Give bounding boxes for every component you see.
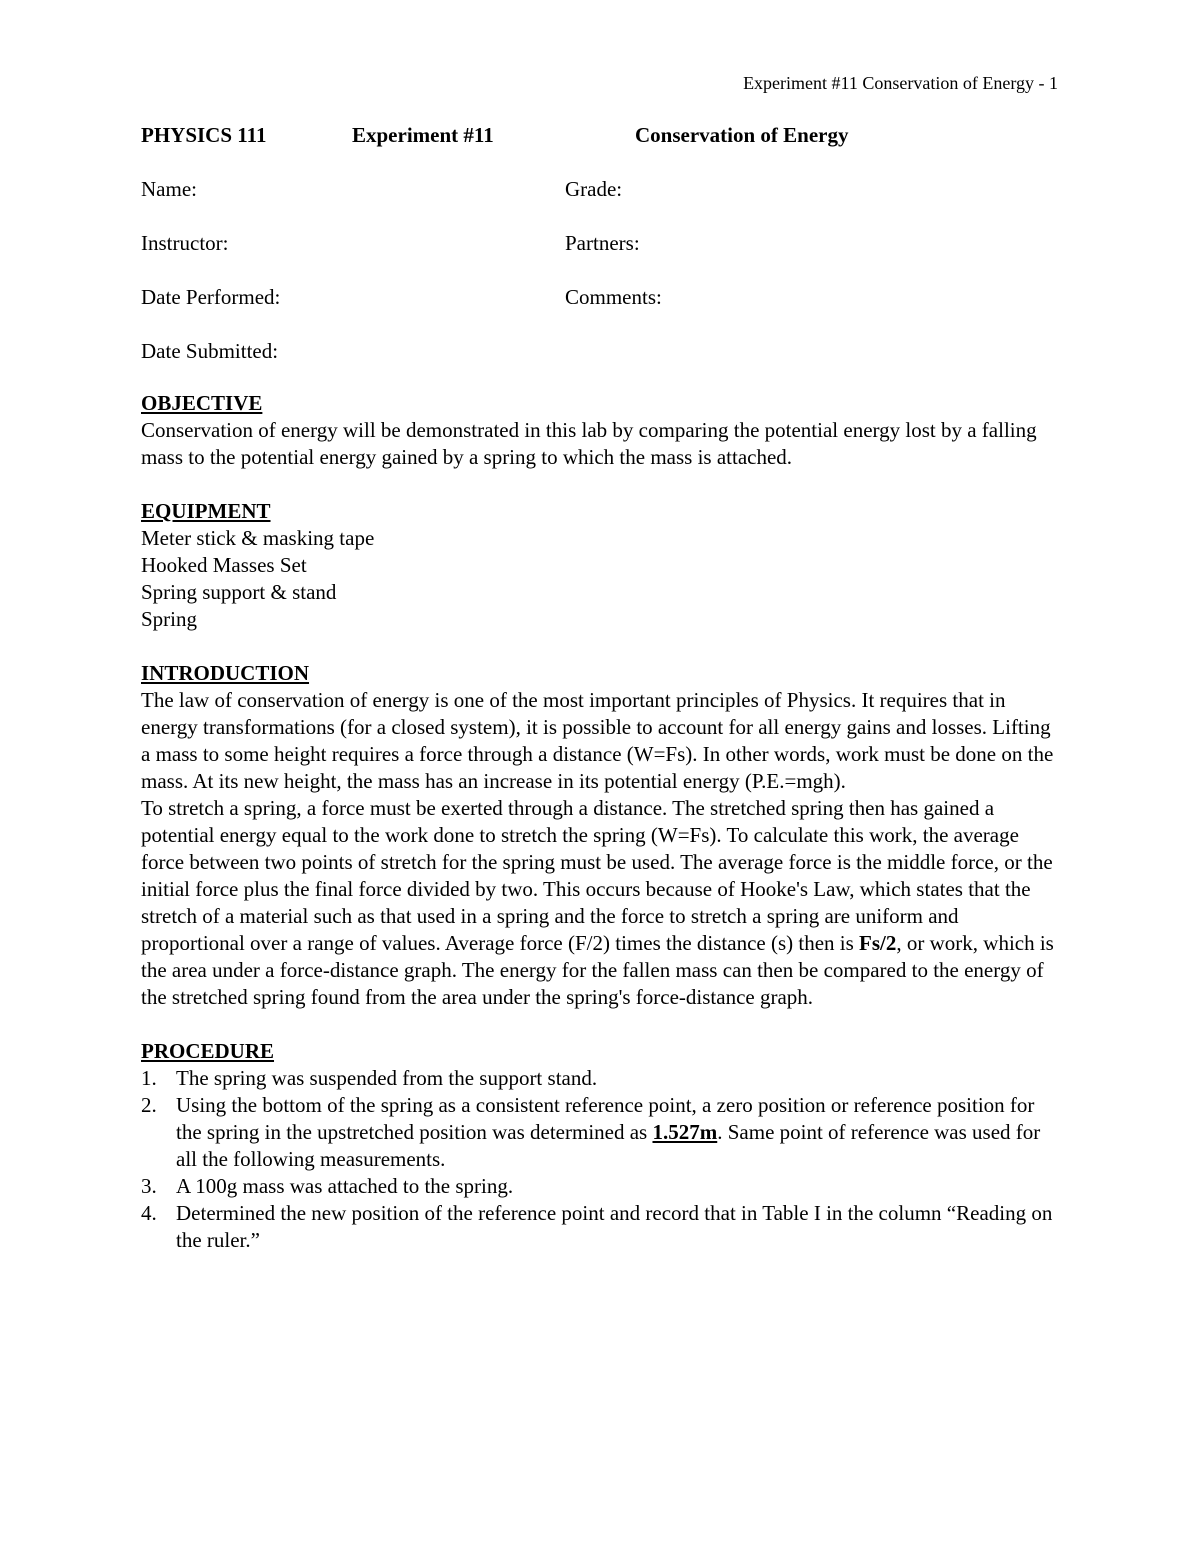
date-performed-label: Date Performed: [141,285,281,309]
procedure-list [141,1065,1061,1254]
step-text: A 100g mass was attached to the spring. [176,1174,514,1198]
equipment-heading: EQUIPMENT [141,499,271,523]
grade-label: Grade: [565,177,623,201]
step-text: . Same point of reference was used for all the following measurements. [176,1120,1041,1171]
introduction-paragraph-2 [141,795,1061,1011]
procedure-heading: PROCEDURE [141,1039,275,1063]
document-body [141,122,1061,1254]
equipment-item: Spring [141,607,198,631]
step-text: Determined the new position of the reference point and record that in Table I in the column “Reading on the ruler.” [176,1201,1053,1252]
info-fields [141,176,1061,366]
experiment-number: Experiment #11 [352,123,494,147]
procedure-step [141,1065,1061,1092]
step-number: 4. [141,1201,157,1225]
procedure-step [141,1173,1061,1200]
step-number: 2. [141,1093,157,1117]
reference-position-value: 1.527m [652,1120,718,1144]
course-title: PHYSICS 111 [141,123,267,147]
step-number: 1. [141,1066,157,1090]
introduction-paragraph-1: The law of conservation of energy is one of the most important principles of Physics. It requires that in energy transformations (for a closed system), it is possible to account for all energy gains and losses. Lifting a mass to some height requires a force through a distance (W=Fs). In other words, work must be done on the mass. At its new height, the mass has an increase in its potential energy (P.E.=mgh). [141,688,1054,793]
step-text: The spring was suspended from the support stand. [176,1066,598,1090]
running-header: Experiment #11 Conservation of Energy - 1 [743,73,1058,93]
objective-heading: OBJECTIVE [141,391,263,415]
partners-label: Partners: [565,231,640,255]
step-number: 3. [141,1174,157,1198]
name-label: Name: [141,177,197,201]
instructor-label: Instructor: [141,231,229,255]
introduction-heading: INTRODUCTION [141,661,310,685]
procedure-step [141,1092,1061,1173]
objective-text: Conservation of energy will be demonstrated in this lab by comparing the potential energy lost by a falling mass to the potential energy gained by a spring to which the mass is attached. [141,418,1037,469]
equipment-item: Hooked Masses Set [141,553,307,577]
step-text: Using the bottom of the spring as a consistent reference point, a zero position or reference position for the spring in the upstretched position was determined as [176,1093,1035,1144]
equipment-item: Spring support & stand [141,580,337,604]
experiment-topic: Conservation of Energy [635,123,849,147]
objective-section [141,390,1061,471]
intro-text-part: To stretch a spring, a force must be exerted through a distance. The stretched spring then has gained a potential energy equal to the work done to stretch the spring (W=Fs). To calculate this work, the average force between two points of stretch for the spring must be used. The average force is the middle force, or the initial force plus the final force divided by two. This occurs because of Hooke's Law, which states that the stretch of a material such as that used in a spring and the force to stretch a spring are uniform and proportional over a range of values. Average force (F/2) times the distance (s) then is [141,796,1053,955]
comments-label: Comments: [565,285,662,309]
intro-text-part: , or work, which is the area under a force-distance graph. The energy for the fallen mass can then be compared to the energy of the stretched spring found from the area under the spring's force-distance graph. [141,931,1054,1009]
title-row [141,122,1061,150]
introduction-section [141,660,1061,1011]
equipment-item: Meter stick & masking tape [141,526,375,550]
date-submitted-label: Date Submitted: [141,339,279,363]
procedure-step [141,1200,1061,1254]
intro-formula: Fs/2 [859,931,897,955]
equipment-section [141,498,1061,633]
procedure-section [141,1038,1061,1254]
